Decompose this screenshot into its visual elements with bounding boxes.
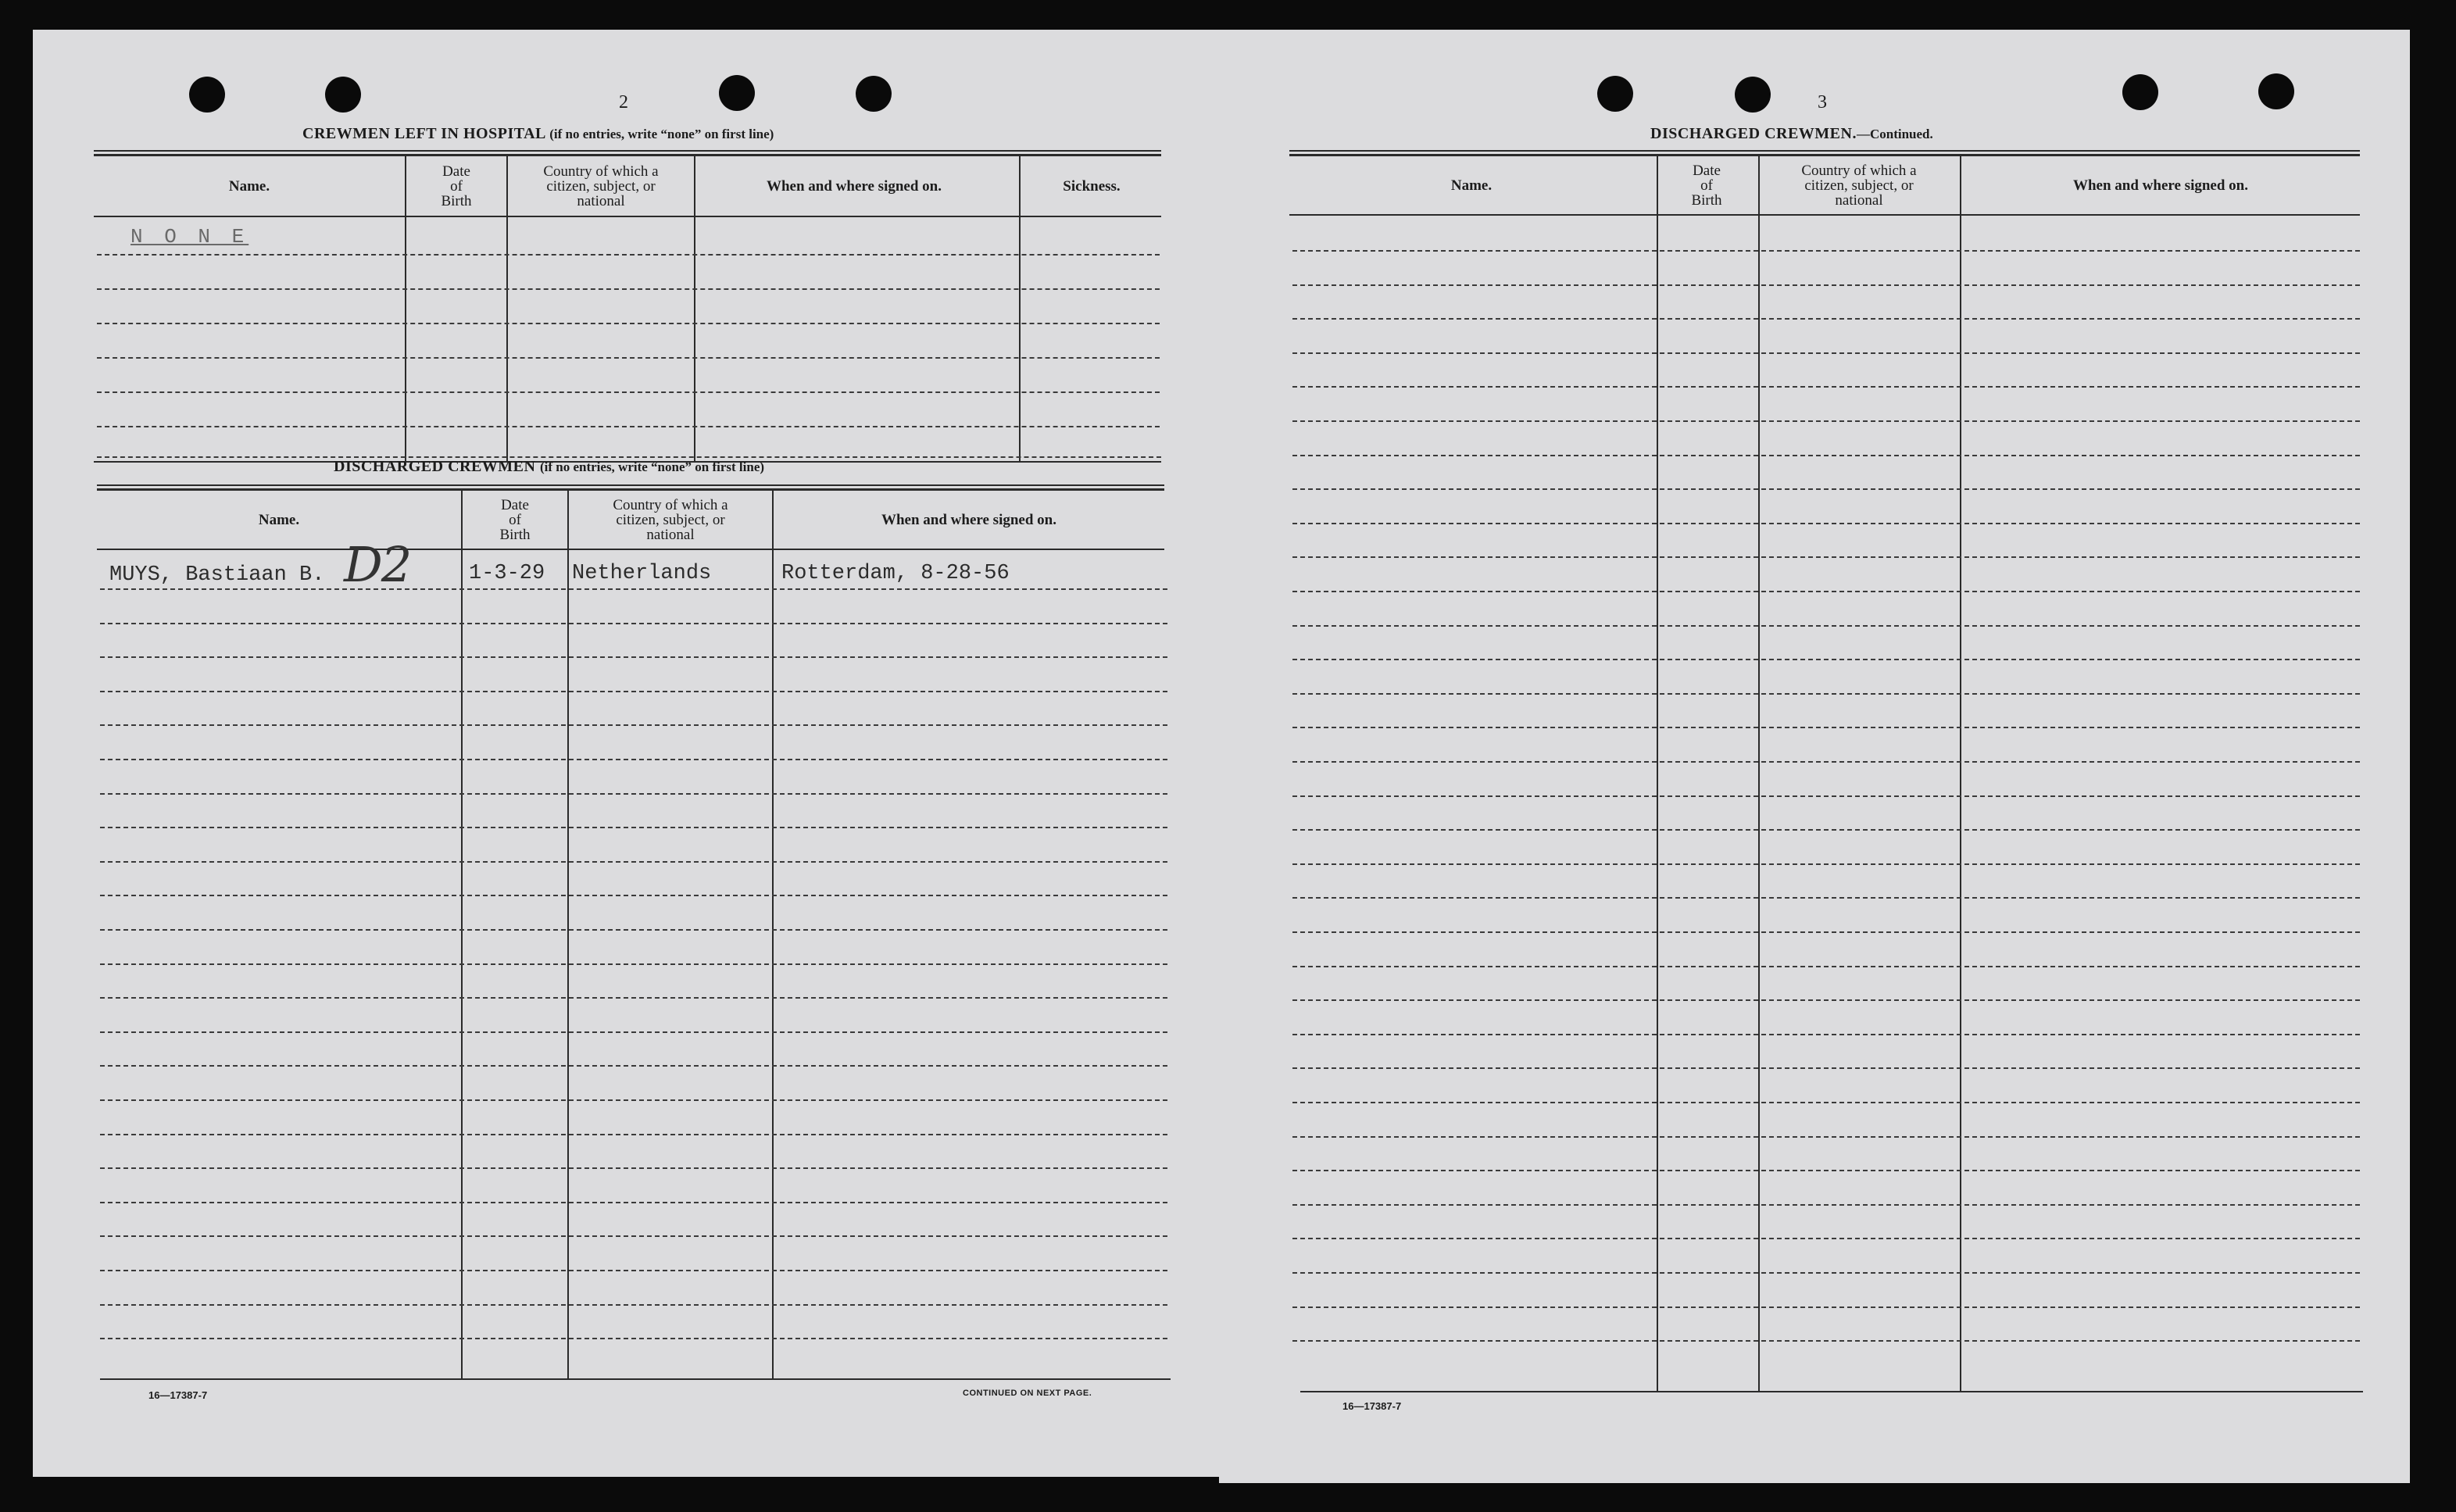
entry-line [1292,1340,2360,1342]
entry-line [1292,1272,2360,1274]
column-divider [1657,156,1658,1391]
column-divider [1960,156,1961,1391]
column-header-country: Country of which a citizen, subject, or national [1801,163,1917,209]
punch-hole [325,77,361,113]
discharged-section-title: DISCHARGED CREWMEN (if no entries, write “none” on first line) [334,458,765,475]
rule [1289,214,2360,216]
column-header-sickness: Sickness. [1063,178,1121,195]
entry-line [1292,1136,2360,1138]
rule [1289,150,2360,152]
entry-line [100,997,1167,999]
entry-line [97,357,1160,359]
entry-line [100,1031,1167,1033]
entry-line [100,1065,1167,1067]
column-header-signed-on: When and where signed on. [881,512,1056,528]
entry-line [100,1235,1167,1237]
form-number: 16—17387-7 [148,1389,208,1401]
entry-line [100,1270,1167,1271]
entry-line [1292,625,2360,627]
right-page [1219,30,2410,1483]
page-number: 2 [619,92,628,113]
entry-line [1292,523,2360,524]
entry-line [1292,795,2360,797]
crewman-dob: 1-3-29 [469,562,545,585]
rule [97,484,1164,486]
entry-line [1292,284,2360,286]
entry-line [1292,591,2360,592]
rule [1300,1391,2363,1392]
left-page [33,30,1228,1477]
hospital-section-title: CREWMEN LEFT IN HOSPITAL (if no entries, write “none” on first line) [302,125,774,142]
entry-line [97,391,1160,393]
column-divider [506,156,508,461]
entry-line [1292,556,2360,558]
column-header-signed-on: When and where signed on. [2072,177,2248,194]
rule [97,549,1164,550]
entry-line [100,623,1167,624]
entry-line [1292,1238,2360,1239]
column-divider [405,156,406,461]
entry-line [100,1202,1167,1203]
entry-line [100,793,1167,795]
punch-hole [2122,74,2158,110]
punch-hole [189,77,225,113]
entry-line [100,895,1167,896]
entry-line [100,1338,1167,1339]
rule [94,216,1161,217]
entry-line [1292,420,2360,422]
entry-line [1292,966,2360,967]
entry-line [1292,727,2360,728]
entry-line [1292,318,2360,320]
entry-line [1292,931,2360,933]
entry-line [1292,999,2360,1001]
entry-line [100,759,1167,760]
entry-line [100,963,1167,965]
rule [94,150,1161,152]
entry-line [100,861,1167,863]
entry-line [1292,352,2360,354]
punch-hole [1597,76,1633,112]
column-header-dob: Date of Birth [499,497,531,543]
column-header-country: Country of which a citizen, subject, or national [613,497,728,543]
entry-line [100,691,1167,692]
entry-line [100,588,1167,590]
column-header-name: Name. [258,512,300,528]
rule [94,154,1161,156]
entry-line [1292,1034,2360,1035]
entry-line [1292,1306,2360,1308]
entry-line [97,426,1160,427]
punch-hole [2258,73,2294,109]
form-number: 16—17387-7 [1342,1400,1402,1412]
hospital-entry-none: N O N E [130,225,249,248]
column-header-country: Country of which a citizen, subject, or national [543,163,659,209]
entry-line [1292,897,2360,899]
column-divider [1019,156,1021,461]
entry-line [1292,488,2360,490]
entry-line [1292,693,2360,695]
crewman-name: MUYS, Bastiaan B. [109,563,325,587]
column-header-name: Name. [1450,177,1493,194]
entry-line [100,656,1167,658]
punch-hole [1735,77,1771,113]
page-number: 3 [1818,92,1827,113]
rule [97,488,1164,491]
column-divider [694,156,695,461]
crewman-country: Netherlands [572,562,712,585]
entry-line [1292,250,2360,252]
rule [1289,154,2360,156]
entry-line [1292,455,2360,456]
entry-line [1292,761,2360,763]
entry-line [1292,386,2360,388]
column-divider [1758,156,1760,1391]
entry-line [100,1167,1167,1169]
entry-line [100,929,1167,931]
entry-line [1292,1170,2360,1171]
entry-line [100,1099,1167,1101]
entry-line [1292,1204,2360,1206]
entry-line [1292,1067,2360,1069]
entry-line [100,827,1167,828]
punch-hole [719,75,755,111]
entry-line [1292,829,2360,831]
entry-line [97,254,1160,256]
entry-line [100,1304,1167,1306]
entry-line [97,323,1160,324]
column-header-dob: Date of Birth [1691,163,1722,209]
punch-hole [856,76,892,112]
column-header-dob: Date of Birth [441,163,472,209]
crewman-signed-on: Rotterdam, 8-28-56 [781,562,1010,585]
entry-line [97,288,1160,290]
entry-line [1292,863,2360,865]
column-header-signed-on: When and where signed on. [766,178,942,195]
column-header-name: Name. [228,178,270,195]
discharged-continued-title: DISCHARGED CREWMEN.—Continued. [1650,125,1933,142]
entry-line [100,1134,1167,1135]
entry-line [1292,659,2360,660]
handwritten-annotation: D2 [344,536,411,593]
entry-line [1292,1102,2360,1103]
entry-line [100,724,1167,726]
rule [100,1378,1171,1380]
continued-note: CONTINUED ON NEXT PAGE. [963,1389,1092,1398]
